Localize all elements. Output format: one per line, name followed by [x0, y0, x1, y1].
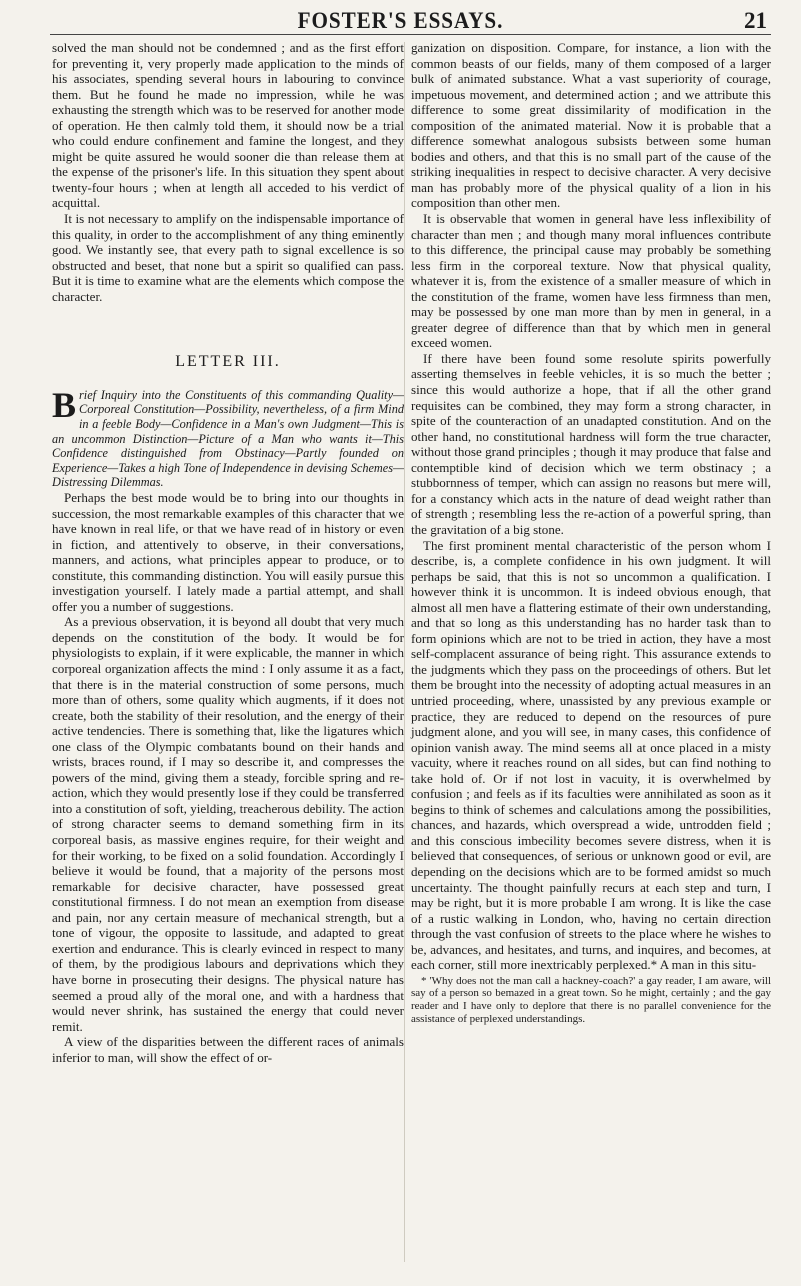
letter-summary [52, 384, 404, 490]
paragraph: Perhaps the best mode would be to bring into our thoughts in succession, the most remarkable examples of this character that we have known in real life, or that we have read of in history or even in fiction, and attentively to observe, in their conversations, manners, and actions, what principles appear to produce, or to constitute, this commanding distinction. You will easily pursue this investigation yourself. I lately made a partial attempt, and shall offer you a number of suggestions. [52, 490, 404, 614]
letter-heading: LETTER III. [175, 353, 281, 371]
left-column [52, 40, 404, 1065]
section-gap [52, 304, 404, 354]
paragraph: If there have been found some resolute spirits powerfully asserting themselves in feeble vehicles, it is so much the better ; since this would authorize a hope, that if all the other grand requisites can be combined, they may form a strong character, in spite of the counteraction of an unadapted constitution. And on the other hand, no constitutional hardness will form the true character, without those grand principles ; though it may produce that false and contemptible kind of decision which we term obstinacy ; a stubbornness of temper, which can assign no reasons but mere will, for a constancy which acts in the nature of dead weight rather than of strength ; resembling less the re-action of a powerful spring, than the gravitation of a big stone. [411, 350, 771, 537]
paragraph: It is not necessary to amplify on the indispensable importance of this quality, in order to the accomplishment of any thing eminently good. We instantly see, that every path to signal excellence is so obstructed and beset, that none but a spirit so qualified can pass. But it is time to examine what are the elements which compose the character. [52, 211, 404, 304]
paragraph: It is observable that women in general have less inflexibility of character than men ; and though many moral influences contribute to this difference, the principal cause may probably be something less firm in the corporeal texture. Now that physical quality, whatever it is, from the existence of a smaller measure of which in the constitution of the frame, women have less firmness than men, may be possessed by one man more than by men in general, in a greater degree of difference than that by which men in general exceed women. [411, 211, 771, 351]
header-rule [50, 34, 771, 35]
summary-text: rief Inquiry into the Constituents of this commanding Quality—Corporeal Constitution—Possibility, nevertheless, of a firm Mind in a feeble Body—Confidence in a Man's own Judgment—This is an uncommon Distinction—Picture of a Man who wants it—This Confidence distinguished from Obstinacy—Partly founded on Experience—Takes a high Tone of Independence in devising Schemes—Distressing Dilemmas. [52, 387, 404, 490]
page-number: 21 [744, 8, 767, 33]
page-header [0, 6, 801, 36]
right-column [411, 40, 771, 1025]
column-divider [404, 42, 405, 1262]
paragraph: A view of the disparities between the different races of animals inferior to man, will show the effect of or- [52, 1034, 404, 1065]
paragraph: As a previous observation, it is beyond all doubt that very much depends on the constitution of the body. It would be for physiologists to explain, if it were explicable, the manner in which corporeal organization affects the mind : I only assume it as a fact, that there is in the material construction of some persons, much more than of others, some quality which augments, if it does not create, both the stability of their resolution, and the energy of their active tendencies. There is something that, like the ligatures which one class of the Olympic combatants bound on their hands and wrists, braces round, if I may so describe it, and compresses the powers of the mind, giving them a steady, forcible spring and re-action, which they would presently lose if they could be transferred into a constitution of soft, yielding, treacherous debility. The action of strong character seems to demand something firm in its corporeal basis, as massive engines require, for their weight and for their working, to be fixed on a solid foundation. Accordingly I believe it would be found, that a majority of the persons most remarkable for decisive character, have possessed great constitutional firmness. I do not mean an exemption from disease and pain, nor any certain measure of mechanical strength, but a tone of vigour, the opposite to lassitude, and adapted to great exertion and endurance. This is clearly evinced in respect to many of them, by the prodigious labours and deprivations which they have borne in prosecuting their designs. The physical nature has seemed a proud ally of the moral one, and with a hardness that would never shrink, has sustained the energy that could never remit. [52, 614, 404, 1034]
paragraph: solved the man should not be condemned ; and as the first effort for preventing it, very properly made application to the minds of his associates, spending several hours in labouring to convince them. But he found he made no impression, while he was exhausting the strength which was to be reserved for another mode of operation. He then calmly told them, it should now be a trial who could endure confinement and famine the longest, and they might be quite assured he would sooner die than release them at the expense of the prisoner's life. In this situation they spent about twenty-four hours ; when at length all acceded to his verdict of acquittal. [52, 40, 404, 211]
paragraph: The first prominent mental characteristic of the person whom I describe, is, a complete confidence in his own judgment. It will perhaps be said, that this is not so uncommon a qualification. I however think it is uncommon. It is indeed obvious enough, that almost all men have a flattering estimate of their own understanding, and that so long as this understanding has no harder task than to form opinions which are not to be tried in action, they have a most self-complacent assurance of being right. This assurance extends to the judgments which they pass on the proceedings of others. But let them be brought into the necessity of adopting actual measures in an untried proceeding, where, unassisted by any previous example or practice, they are reduced to depend on the resources of pure judgment alone, and you will see, in many cases, this confidence of opinion vanish away. The mind seems all at once placed in a misty vacuity, where it reaches round on all sides, but can find nothing to take hold of. Or if not lost in vacuity, it is overwhelmed by confusion ; and feels as if its faculties were annihilated as soon as it begins to think of schemes and calculations among the possibilities, chances, and hazards, which overspread a wide, untrodden field ; and this conscious imbecility becomes severe distress, when it is believed that consequences, of serious or unknown good or evil, are depending on the decisions which are to be formed amidst so much uncertainty. The thought painfully recurs at each step and turn, I may be right, but it is more probable I am wrong. It is like the case of a rustic walking in London, who, having no certain direction through the vast confusion of streets to the place where he wishes to be, advances, and hesitates, and turns, and inquires, and becomes, at each corner, still more inextricably perplexed.* A man in this situ- [411, 537, 771, 973]
paragraph: ganization on disposition. Compare, for instance, a lion with the common beasts of our fields, many of them composed of a larger bulk of animated substance. What a vast superiority of courage, impetuous movement, and determined action ; and we attribute this difference to some great dissimilarity of modification in the composition of the animated material. Now it is probable that a difference somewhat analogous subsists between some human bodies and others, and that this is no small part of the cause of the striking inequalities in respect to decisive character. A very decisive man has probably more of the physical quality of a lion in his composition than other men. [411, 40, 771, 211]
running-title: FOSTER'S ESSAYS. [297, 8, 504, 33]
footnote: * 'Why does not the man call a hackney-coach?' a gay reader, I am aware, will say of a person so bemazed in a great town. So he might, certainly ; and the gay reader and I have only to deplore that there is no parallel convenience for the assistance of perplexed understandings. [411, 974, 771, 1025]
drop-cap: B [52, 384, 77, 425]
